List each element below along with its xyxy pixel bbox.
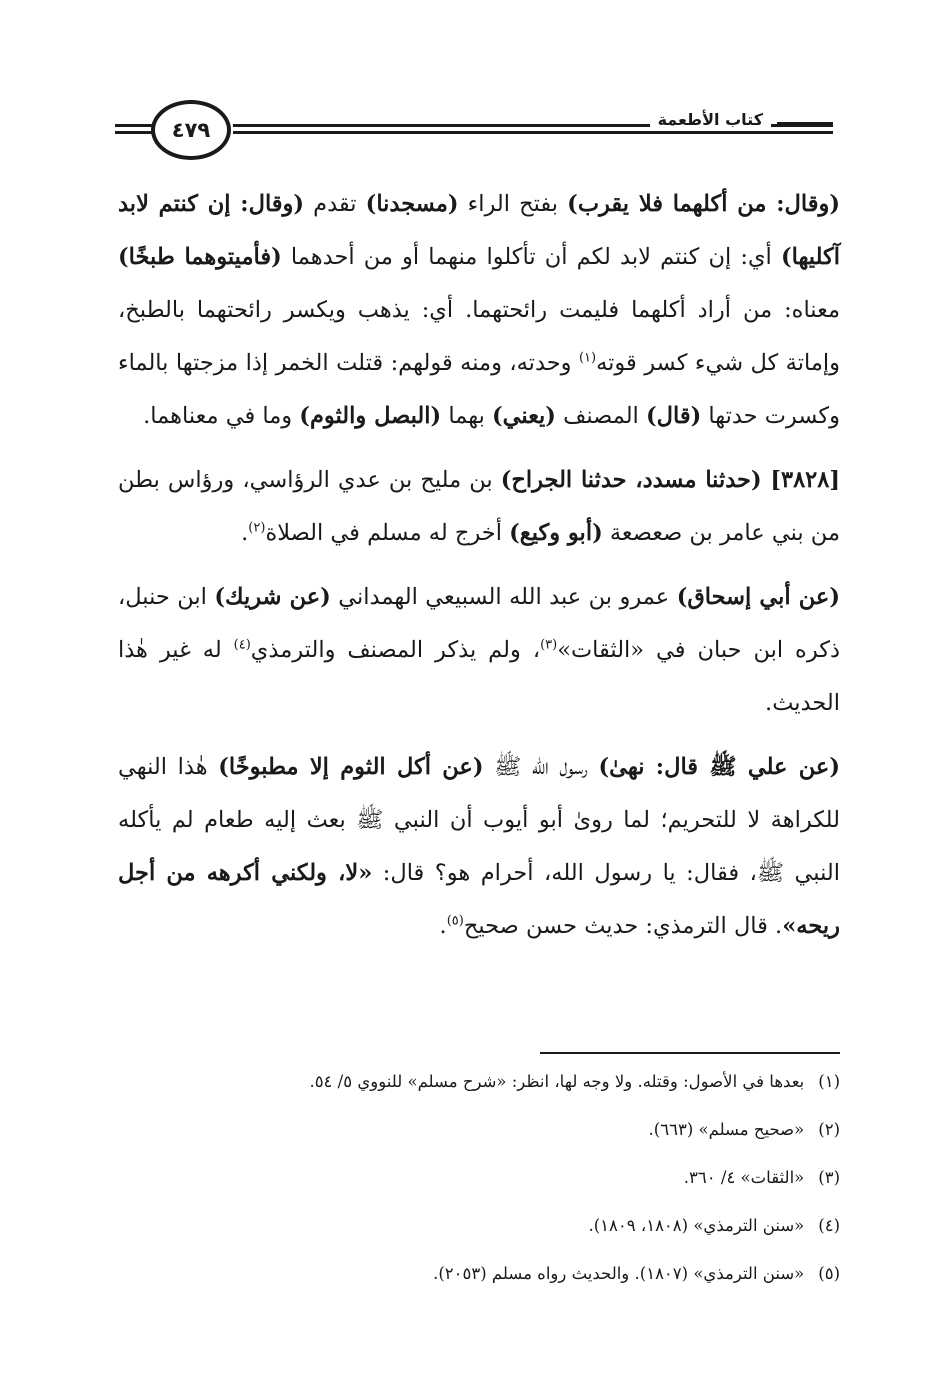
page-number: ٤٧٩	[151, 100, 231, 160]
text: بفتح الراء	[458, 191, 568, 217]
text: .	[241, 520, 249, 546]
bold-text: (يعني)	[492, 403, 556, 429]
text: تقدم	[304, 191, 366, 217]
footnote	[118, 1154, 840, 1202]
text: .	[439, 913, 447, 939]
bold-text: [٣٨٢٨] (حدثنا مسدد، حدثنا الجراح)	[500, 467, 841, 493]
footnote-text: بعدها في الأصول: وقتله. ولا وجه لها، انظر: «شرح مسلم» للنووي ٥/ ٥٤.	[309, 1072, 805, 1091]
text: وما في معناهما.	[143, 403, 300, 429]
footnote-ref: (٣)	[540, 637, 558, 653]
bold-text: (مسجدنا)	[365, 191, 459, 217]
bold-text: (عن شريك)	[214, 584, 331, 610]
running-title: كتاب الأطعمة	[650, 110, 771, 129]
footnote-number: (٢)	[818, 1120, 840, 1139]
footnote-number: (٣)	[818, 1168, 840, 1187]
text: وحدته، ومنه قولهم: قتلت الخمر إذا مزجتها بالماء وكسرت حدتها	[118, 350, 840, 429]
footnote-ref: (٢)	[248, 520, 266, 536]
bold-text: (وقال: من أكلهما فلا يقرب)	[567, 191, 840, 217]
text: معناه: من أراد أكلهما فليمت رائحتهما. أي: يذهب ويكسر رائحتهما بالطبخ، وإماتة كل شيء كسر قوته	[118, 297, 840, 376]
footnote-number: (٥)	[818, 1264, 840, 1283]
footnote	[118, 1106, 840, 1154]
text: ، ولم يذكر المصنف والترمذي	[250, 637, 541, 663]
footnote-number: (٤)	[818, 1216, 840, 1235]
header-dash	[777, 122, 833, 125]
header-rule	[115, 124, 153, 127]
bold-text: (قال)	[645, 403, 702, 429]
text: . قال الترمذي: حديث حسن صحيح	[463, 913, 783, 939]
text: رسول الله ﷺ	[483, 754, 599, 780]
paragraph	[118, 571, 840, 730]
footnote-ref: (١)	[578, 350, 597, 366]
footnote	[118, 1202, 840, 1250]
main-text	[118, 178, 840, 964]
footnote	[118, 1058, 840, 1106]
footnote-ref: (٤)	[233, 637, 251, 653]
footnote-text: «سنن الترمذي» (١٨٠٨، ١٨٠٩).	[588, 1216, 805, 1235]
bold-text: (أبو وكيع)	[509, 520, 603, 546]
text: هٰذا النهي للكراهة لا للتحريم؛ لما روىٰ أبو أيوب أن النبي ﷺ بعث إليه طعام لم يأكله النبي ﷺ، فقال: يا رسول الله، أحرام هو؟ قال:	[118, 754, 840, 886]
bold-text: (البصل والثوم)	[299, 403, 442, 429]
footnote-number: (١)	[818, 1072, 840, 1091]
footnote-separator	[540, 1052, 840, 1054]
text: عمرو بن عبد الله السبيعي الهمداني	[330, 584, 677, 610]
page-header	[115, 100, 833, 170]
text: بهما	[441, 403, 492, 429]
footnote-text: «سنن الترمذي» (١٨٠٧). والحديث رواه مسلم (٢٠٥٣).	[433, 1264, 805, 1283]
bold-text: (عن أكل الثوم إلا مطبوخًا)	[218, 754, 484, 780]
text: له غير هٰذا الحديث.	[118, 637, 840, 716]
header-rule	[115, 131, 153, 134]
paragraph	[118, 454, 840, 560]
bold-text: (فأميتوهما طبخًا)	[118, 244, 282, 270]
text: المصنف	[555, 403, 646, 429]
paragraph	[118, 178, 840, 443]
footnote-text: «الثقات» ٤/ ٣٦٠.	[683, 1168, 805, 1187]
footnote-ref: (٥)	[446, 913, 464, 929]
text: ابن حنبل، ذكره ابن حبان في «الثقات»	[118, 584, 840, 663]
bold-text: (وقال: إن كنتم لابد آكليها)	[118, 191, 841, 270]
text: أخرج له مسلم في الصلاة	[265, 520, 510, 546]
paragraph	[118, 741, 840, 953]
header-rule	[233, 131, 833, 134]
footnote	[118, 1250, 840, 1298]
footnotes	[118, 1058, 840, 1298]
bold-text: (عن أبي إسحاق)	[676, 584, 841, 610]
footnote-text: «صحيح مسلم» (٦٦٣).	[648, 1120, 805, 1139]
text: أي: إن كنتم لابد لكم أن تأكلوا منهما أو من أحدهما	[281, 244, 781, 270]
bold-text: (عن علي ﷺ قال: نهىٰ)	[598, 754, 840, 780]
text: بن مليح بن عدي الرؤاسي، ورؤاس بطن من بني عامر بن صعصعة	[118, 467, 840, 546]
bold-text: «لا، ولكني أكرهه من أجل ريحه»	[118, 860, 840, 939]
